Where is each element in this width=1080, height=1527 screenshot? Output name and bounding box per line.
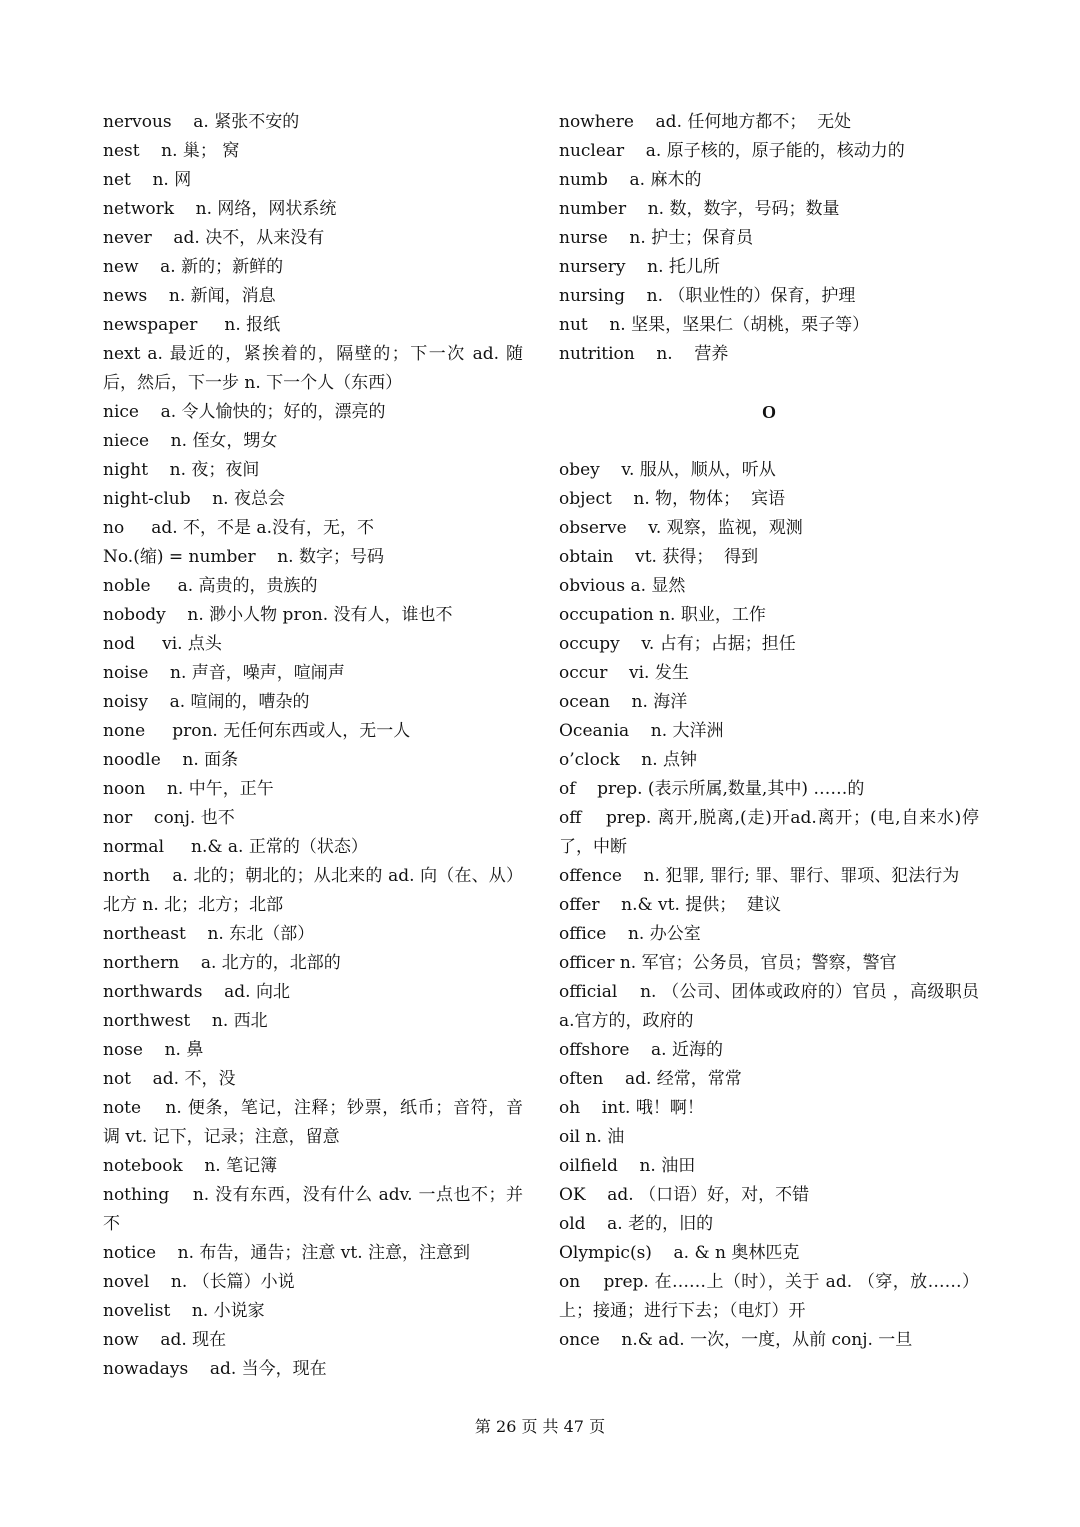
vocab-entry: oilfield n. 油田 (559, 1156, 696, 1176)
vocab-entry: now ad. 现在 (103, 1330, 227, 1350)
right-column (559, 108, 985, 1355)
vocab-entry: noisy a. 喧闹的，嘈杂的 (103, 692, 310, 712)
vocab-entry: once n.& ad. 一次，一度，从前 conj. 一旦 (559, 1330, 913, 1350)
vocab-entry: next a. 最近的，紧挨着的，隔壁的；下一次 ad. 随后，然后，下一步 n. 下一个人（东西） (103, 344, 523, 393)
vocab-entry: nut n. 坚果，坚果仁（胡桃，栗子等） (559, 315, 870, 335)
vocab-entry: o’clock n. 点钟 (559, 750, 698, 770)
vocab-entry: number n. 数，数字，号码；数量 (559, 199, 840, 219)
vocab-entry: offer n.& vt. 提供； 建议 (559, 895, 782, 915)
vocab-entry: OK ad. （口语）好，对，不错 (559, 1185, 810, 1205)
vocab-entry: no ad. 不，不是 a.没有，无，不 (103, 518, 374, 538)
vocab-entry: obtain vt. 获得； 得到 (559, 547, 759, 567)
vocab-entry: nervous a. 紧张不安的 (103, 112, 300, 132)
vocab-entry: nuclear a. 原子核的，原子能的，核动力的 (559, 141, 905, 161)
vocab-entry: novel n. （长篇）小说 (103, 1272, 295, 1292)
vocab-entry: novelist n. 小说家 (103, 1301, 265, 1321)
vocab-entry: of prep. (表示所属,数量,其中) ……的 (559, 779, 865, 799)
vocab-entry: occupy v. 占有；占据；担任 (559, 634, 796, 654)
vocab-entry: nobody n. 渺小人物 pron. 没有人，谁也不 (103, 605, 453, 625)
vocab-entry: obey v. 服从，顺从，听从 (559, 460, 776, 480)
vocab-entry: northern a. 北方的，北部的 (103, 953, 341, 973)
vocab-entry: object n. 物，物体； 宾语 (559, 489, 785, 509)
vocab-entry: often ad. 经常，常常 (559, 1069, 742, 1089)
vocab-entry: office n. 办公室 (559, 924, 701, 944)
vocab-entry: never ad. 决不，从来没有 (103, 228, 325, 248)
vocab-entry: net n. 网 (103, 170, 192, 190)
vocab-entry: nod vi. 点头 (103, 634, 222, 654)
vocab-entry: not ad. 不，没 (103, 1069, 236, 1089)
vocab-entry: obvious a. 显然 (559, 576, 686, 596)
vocab-entry: nor conj. 也不 (103, 808, 235, 828)
vocab-entry: nurse n. 护士；保育员 (559, 228, 754, 248)
vocab-entry: nursing n. （职业性的）保育，护理 (559, 286, 856, 306)
vocab-entry: oil n. 油 (559, 1127, 625, 1147)
vocab-entry: occupation n. 职业，工作 (559, 605, 766, 625)
vocab-entry: nest n. 巢； 窝 (103, 141, 240, 161)
vocab-entry: offshore a. 近海的 (559, 1040, 723, 1060)
right-column-o-entries (559, 456, 985, 1355)
page-footer: 第 26 页 共 47 页 (474, 1417, 606, 1436)
vocab-entry: nowadays ad. 当今，现在 (103, 1359, 327, 1379)
vocab-entry: official n. （公司、团体或政府的）官员 ，高级职员 a.官方的，政府的 (559, 982, 985, 1031)
vocab-entry: north a. 北的；朝北的；从北来的 ad. 向（在、从）北方 n. 北；北方；北部 (103, 866, 523, 915)
vocab-entry: ocean n. 海洋 (559, 692, 688, 712)
vocab-entry: night-club n. 夜总会 (103, 489, 285, 509)
vocab-entry: nothing n. 没有东西，没有什么 adv. 一点也不；并不 (103, 1185, 523, 1234)
vocab-entry: nutrition n. 营养 (559, 344, 729, 364)
vocab-entry: news n. 新闻，消息 (103, 286, 276, 306)
vocab-entry: old a. 老的，旧的 (559, 1214, 714, 1234)
vocab-entry: noise n. 声音，噪声，喧闹声 (103, 663, 345, 683)
vocab-entry: officer n. 军官；公务员，官员；警察，警官 (559, 953, 897, 973)
vocab-entry: Oceania n. 大洋洲 (559, 721, 724, 741)
vocab-entry: noble a. 高贵的，贵族的 (103, 576, 318, 596)
vocab-entry: Olympic(s) a. & n 奥林匹克 (559, 1243, 800, 1263)
vocab-entry: niece n. 侄女，甥女 (103, 431, 278, 451)
vocab-entry: offence n. 犯罪, 罪行; 罪、罪行、罪项、犯法行为 (559, 866, 960, 886)
left-column (103, 108, 523, 1384)
section-gap (559, 369, 979, 398)
vocab-entry: night n. 夜；夜间 (103, 460, 260, 480)
vocab-entry: northwards ad. 向北 (103, 982, 290, 1002)
vocab-entry: numb a. 麻木的 (559, 170, 702, 190)
vocab-entry: observe v. 观察，监视，观测 (559, 518, 803, 538)
vocab-entry: normal n.& a. 正常的（状态） (103, 837, 368, 857)
vocab-entry: notebook n. 笔记簿 (103, 1156, 278, 1176)
vocab-entry: newspaper n. 报纸 (103, 315, 281, 335)
vocab-entry: off prep. 离开,脱离,(走)开ad.离开；(电,自来水)停了，中断 (559, 808, 979, 857)
vocab-entry: none pron. 无任何东西或人，无一人 (103, 721, 411, 741)
vocab-entry: occur vi. 发生 (559, 663, 689, 683)
vocab-entry: No.(缩) = number n. 数字；号码 (103, 547, 384, 567)
vocab-entry: note n. 便条，笔记，注释；钞票，纸币；音符，音调 vt. 记下，记录；注意，留意 (103, 1098, 523, 1147)
vocab-entry: new a. 新的；新鲜的 (103, 257, 284, 277)
vocab-entry: on prep. 在……上（时），关于 ad. （穿，放……）上；接通；进行下去；（电灯）开 (559, 1272, 979, 1321)
vocab-entry: network n. 网络，网状系统 (103, 199, 337, 219)
right-column-n-entries (559, 108, 979, 369)
vocab-entry: nose n. 鼻 (103, 1040, 204, 1060)
vocab-entry: noon n. 中午，正午 (103, 779, 274, 799)
vocab-entry: nowhere ad. 任何地方都不； 无处 (559, 112, 852, 132)
vocab-entry: noodle n. 面条 (103, 750, 239, 770)
section-heading: O (761, 402, 776, 422)
vocab-entry: northeast n. 东北（部） (103, 924, 315, 944)
vocab-entry: nursery n. 托儿所 (559, 257, 720, 277)
vocab-entry: northwest n. 西北 (103, 1011, 268, 1031)
vocab-entry: oh int. 哦！啊！ (559, 1098, 704, 1118)
section-gap (559, 427, 979, 456)
vocab-entry: nice a. 令人愉快的；好的，漂亮的 (103, 402, 386, 422)
vocab-entry: notice n. 布告，通告；注意 vt. 注意，注意到 (103, 1243, 471, 1263)
